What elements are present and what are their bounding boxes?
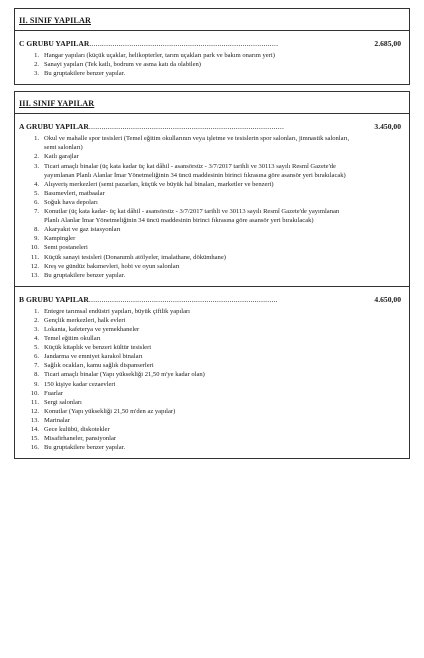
section-box <box>14 91 410 459</box>
item-text: Marinalar <box>44 416 70 424</box>
list-item <box>19 243 405 252</box>
item-text: Sağlık ocakları, kamu sağlık dispanserleri <box>44 362 154 370</box>
item-text: Semt postaneleri <box>44 244 88 252</box>
item-number: 5. <box>34 189 39 197</box>
list-item <box>19 189 405 198</box>
list-item <box>19 253 405 262</box>
item-number: 13. <box>30 271 39 279</box>
item-number: 1. <box>34 307 39 315</box>
group-header <box>19 114 405 131</box>
item-text: Sergi salonları <box>44 398 82 406</box>
document-page <box>14 8 410 459</box>
list-item <box>19 234 405 243</box>
item-number: 8. <box>34 371 39 379</box>
item-text: Alışveriş merkezleri (semt pazarları, küçük ve büyük hal binaları, marketler ve benzeri) <box>44 180 274 188</box>
list-item <box>19 398 405 407</box>
item-text: Lokanta, kafeterya ve yemekhaneler <box>44 325 140 333</box>
item-number: 12. <box>30 262 39 270</box>
item-text: Konutlar (Yapı yüksekliği 21,50 m'den az yapılar) <box>44 407 176 415</box>
item-text: Entegre tarımsal endüstri yapıları, büyük çiftlik yapıları <box>44 307 190 315</box>
list-item <box>19 51 405 60</box>
group-block <box>15 114 409 280</box>
item-number: 3. <box>34 70 39 78</box>
item-number: 7. <box>34 208 39 216</box>
item-number: 2. <box>34 61 39 69</box>
item-number: 6. <box>34 198 39 206</box>
item-number: 2. <box>34 153 39 161</box>
item-text: Katlı garajlar <box>44 153 79 161</box>
list-item <box>19 307 405 316</box>
leader-dots: .......................................................................................... <box>88 294 278 304</box>
item-text: Temel eğitim okulları <box>44 335 101 343</box>
group-title: A GRUBU YAPILAR <box>19 122 89 132</box>
list-item <box>19 434 405 443</box>
list-item <box>19 152 405 161</box>
item-text: Misafirhaneler, pansiyonlar <box>44 435 117 443</box>
item-text: Sanayi yapıları (Tek katlı, bodrum ve asma katı da olabilen) <box>44 61 201 69</box>
item-list <box>19 51 405 78</box>
item-number: 4. <box>34 335 39 343</box>
section-heading: III. SINIF YAPILAR <box>15 92 409 114</box>
item-text: Bu gruptakilere benzer yapılar. <box>44 271 126 279</box>
item-number: 3. <box>34 162 39 170</box>
leader-dots: .......................................................................................... <box>89 39 279 48</box>
group-amount: 4.650,00 <box>374 294 401 304</box>
item-text: Bu gruptakilere benzer yapılar. <box>44 444 126 452</box>
item-text: 150 kişiye kadar cezaevleri <box>44 380 116 388</box>
item-number: 13. <box>30 416 39 424</box>
group-block <box>15 31 409 78</box>
list-item <box>19 370 405 379</box>
list-item <box>19 361 405 370</box>
item-text: Gençlik merkezleri, halk evleri <box>44 316 126 324</box>
item-text: Kreş ve gündüz bakımevleri, hobi ve oyun salonları <box>44 262 180 270</box>
leader-dots: ............................................................................................. <box>88 122 285 132</box>
item-text: Gece kulübü, diskotekler <box>44 426 110 433</box>
list-item <box>19 416 405 425</box>
item-number: 7. <box>34 362 39 370</box>
group-title: B GRUBU YAPILAR <box>19 294 89 304</box>
group-title: C GRUBU YAPILAR <box>19 39 90 48</box>
item-text: Akaryakıt ve gaz istasyonları <box>44 226 121 234</box>
list-item <box>19 443 405 452</box>
item-text: Bu gruptakilere benzer yapılar. <box>44 70 126 78</box>
item-number: 9. <box>34 235 39 243</box>
group-block <box>15 286 409 453</box>
item-list <box>19 307 405 453</box>
item-number: 9. <box>34 380 39 388</box>
item-text: Küçük sanayi tesisleri (Donanımlı atölyeler, imalathane, dökümhane) <box>44 253 226 261</box>
list-item <box>19 316 405 325</box>
item-text: Basımevleri, matbaalar <box>44 189 105 197</box>
item-number: 15. <box>30 435 39 443</box>
list-item <box>19 425 405 434</box>
list-item <box>19 352 405 361</box>
list-item <box>19 389 405 398</box>
list-item <box>19 69 405 78</box>
item-number: 10. <box>30 389 39 397</box>
item-number: 11. <box>31 398 39 406</box>
item-text: Ticari amaçlı binalar (Yapı yüksekliği 21,50 m'ye kadar olan) <box>44 371 205 379</box>
section-box <box>14 8 410 85</box>
section-heading: II. SINIF YAPILAR <box>15 9 409 31</box>
group-header <box>19 287 405 304</box>
group-header <box>19 31 405 48</box>
item-number: 1. <box>34 52 39 59</box>
item-number: 14. <box>30 426 39 433</box>
item-number: 5. <box>34 344 39 352</box>
list-item <box>19 225 405 234</box>
item-list <box>19 134 405 280</box>
item-number: 4. <box>34 180 39 188</box>
item-number: 10. <box>30 244 39 252</box>
group-amount: 3.450,00 <box>374 122 401 132</box>
list-item <box>19 271 405 280</box>
item-text: Hangar yapıları (küçük uçaklar, helikopterler, tarım uçakları park ve bakım onarım yeri) <box>44 52 275 59</box>
list-item <box>19 60 405 69</box>
list-item <box>19 162 405 180</box>
item-text: Jandarma ve emniyet karakol binaları <box>44 353 143 361</box>
list-item <box>19 343 405 352</box>
list-item <box>19 262 405 271</box>
item-text: Fuarlar <box>44 389 63 397</box>
item-number: 3. <box>34 325 39 333</box>
list-item <box>19 134 405 152</box>
item-text: Ticari amaçlı binalar (üç kata kadar üç kat dâhil - asansörsüz - 3/7/2017 tarihli ve 30113 sayılı Resmî Gazete'de yayımlanan Planlı Alanlar İmar Yönetmeliğinin 34 üncü maddesinin birinci fıkrasına göre asansör yeri bırakılacak) <box>44 162 346 179</box>
item-text: Kampingler <box>44 235 76 243</box>
list-item <box>19 380 405 389</box>
list-item <box>19 407 405 416</box>
list-item <box>19 198 405 207</box>
item-number: 1. <box>34 135 39 143</box>
item-number: 8. <box>34 226 39 234</box>
item-text: Küçük kitaplık ve benzeri kültür tesisleri <box>44 344 152 352</box>
list-item <box>19 325 405 334</box>
item-text: Konutlar (üç kata kadar- üç kat dâhil - asansörsüz - 3/7/2017 tarihli ve 30113 sayılı Resmî Gazete'de yayımlanan Planlı Alanlar İmar Yönetmeliğinin 34 üncü maddesinin birinci fıkrasına göre asansör yeri bırakılacak) <box>44 208 340 225</box>
group-amount: 2.685,00 <box>374 39 401 48</box>
item-number: 12. <box>30 407 39 415</box>
item-text: Okul ve mahalle spor tesisleri (Temel eğitim okullarının veya işletme ve tesislerin spor salonları, jimnastik salonları, semt salonları) <box>44 135 350 152</box>
item-text: Soğuk hava depoları <box>44 198 98 206</box>
item-number: 16. <box>30 444 39 452</box>
list-item <box>19 334 405 343</box>
item-number: 2. <box>34 316 39 324</box>
list-item <box>19 180 405 189</box>
item-number: 6. <box>34 353 39 361</box>
item-number: 11. <box>31 253 39 261</box>
list-item <box>19 207 405 225</box>
